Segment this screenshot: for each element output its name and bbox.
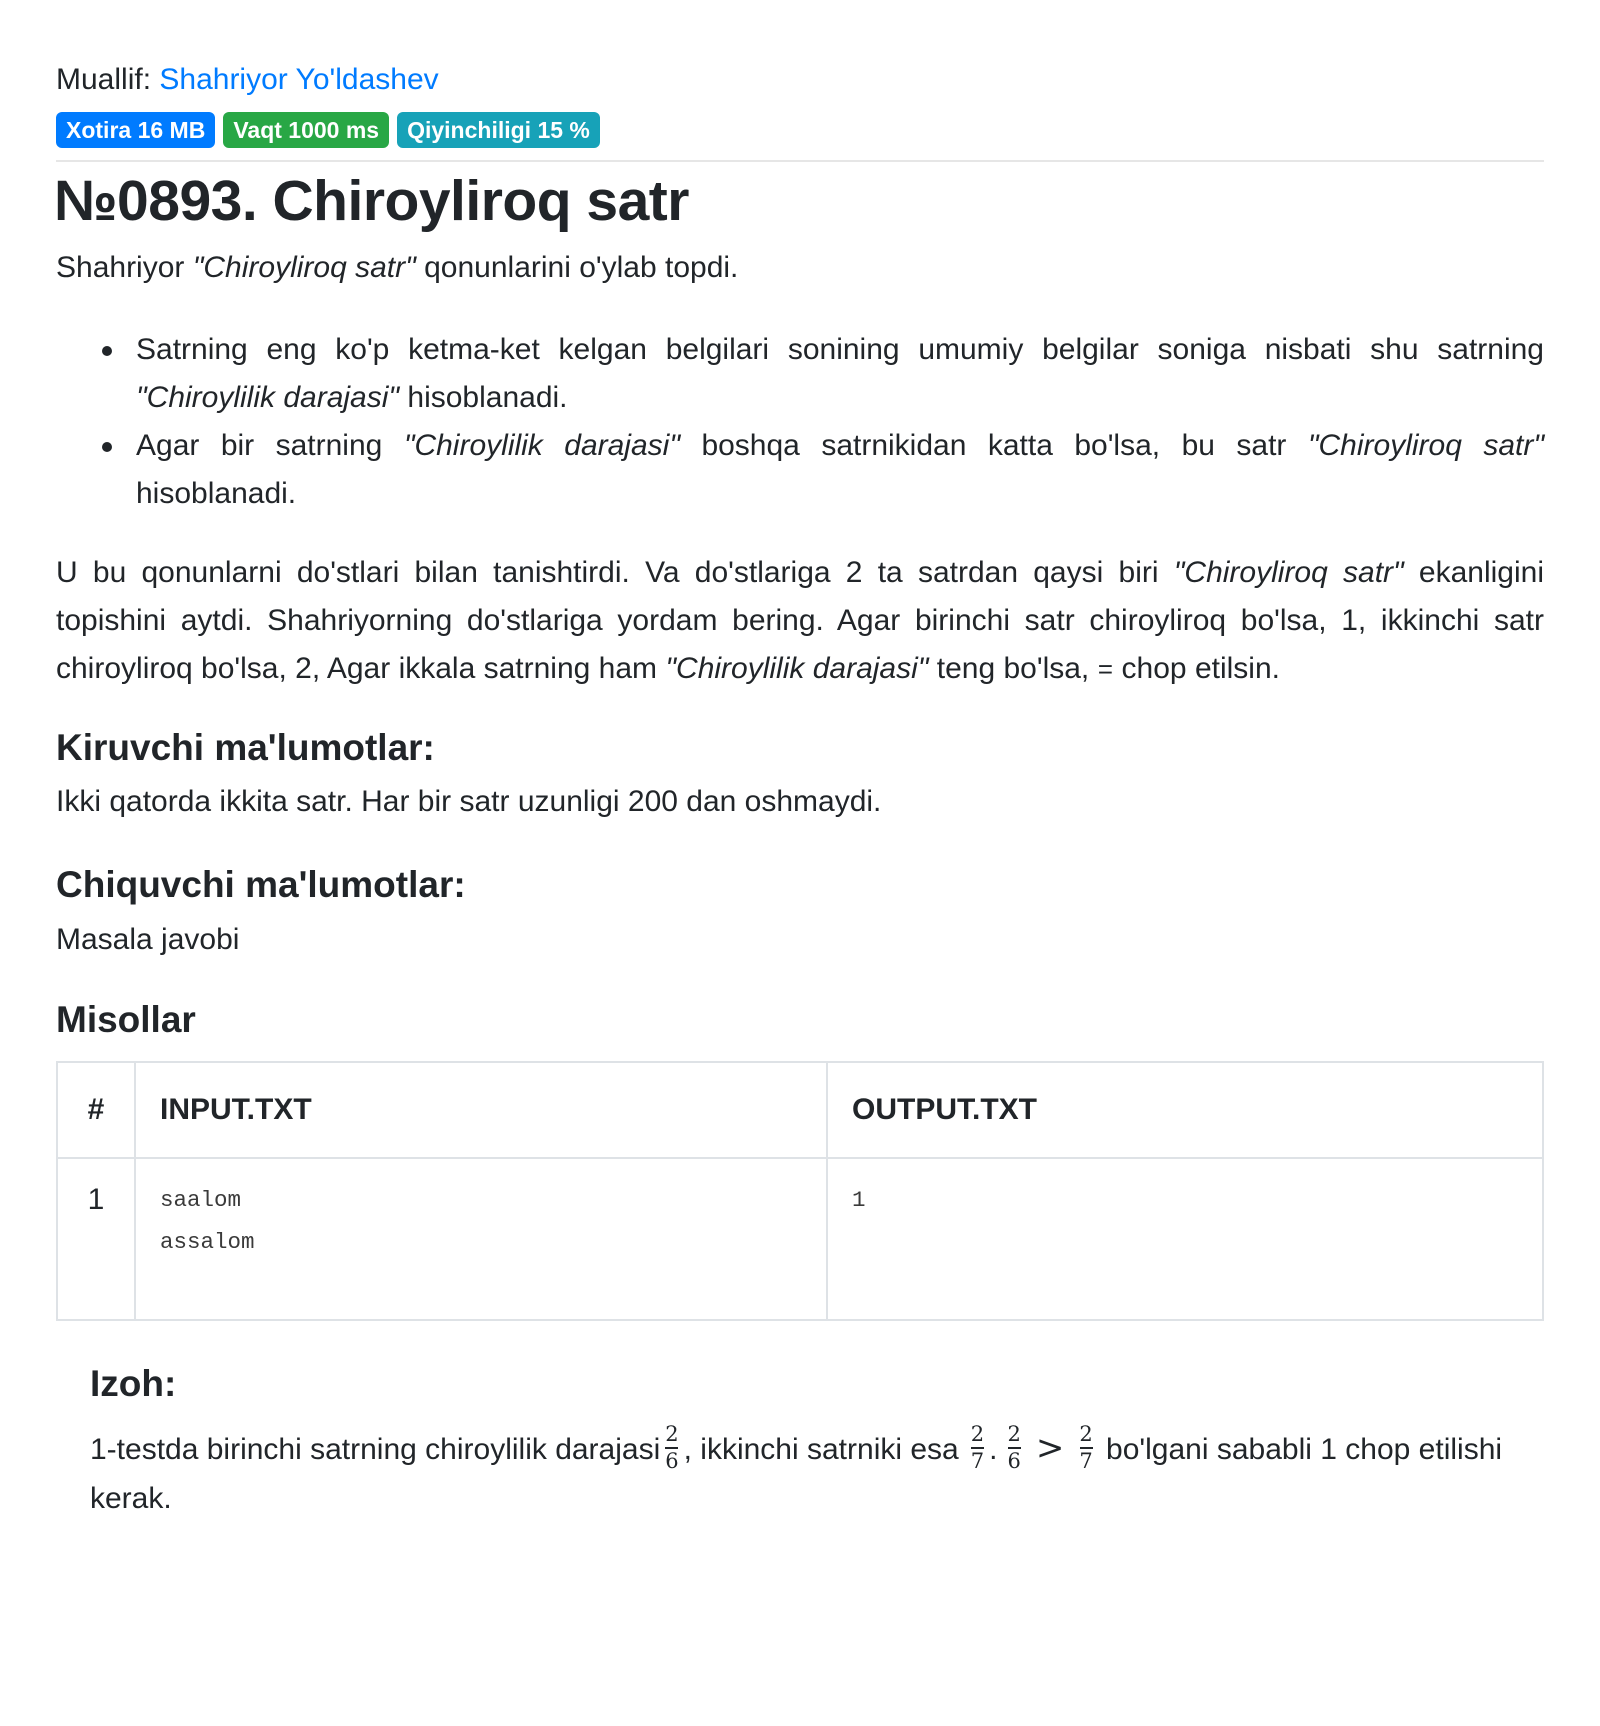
author-link[interactable]: Shahriyor Yo'ldashev [159,63,439,96]
statement-emphasis-2: "Chiroylilik darajasi" [665,652,929,685]
column-header-number: # [57,1062,135,1158]
note-section [90,1362,1530,1523]
output-heading: Chiquvchi ma'lumotlar: [56,864,466,905]
bullet-icon [102,346,112,356]
equals-code: = [1097,656,1114,686]
fraction-2-6 [665,1424,678,1472]
page-title: №0893. Chiroyliroq satr [54,169,689,233]
note-text-3: bo'lgani sababli 1 chop etilishi kerak. [90,1433,1503,1515]
rule-text-middle: boshqa satrnikidan katta bo'lsa, bu satr [679,429,1308,462]
statement-text-3: teng bo'lsa, [928,652,1098,685]
intro-emphasis: "Chiroyliroq satr" [192,251,416,284]
limits-badges [56,112,600,148]
bullet-icon [102,442,112,452]
statement-paragraph [56,549,1544,695]
statement-text-2: ekanligini topishini aytdi. Shahriyorning do'stlariga yordam bering. Agar birinchi satr chiroyliroq bo'lsa, 1, ikkinchi satr chiroyliroq bo'lsa, 2, Agar ikkala satrning ham [56,556,1544,685]
fraction-denominator: 7 [970,1448,985,1473]
note-text [90,1424,1530,1523]
statement-text-4: chop etilsin. [1113,652,1280,685]
rule-emphasis: "Chiroylilik darajasi" [403,429,680,462]
fraction-2-6-b [1007,1424,1020,1472]
fraction-numerator: 2 [665,1422,679,1447]
author-line [56,56,439,104]
fraction-denominator: 7 [1079,1448,1093,1473]
statement-text: U bu qonunlarni do'stlari bilan tanishtirdi. Va do'stlariga 2 ta satrdan qaysi biri [56,556,1174,589]
examples-table [56,1061,1544,1321]
example-input: saalom assalom [160,1187,255,1255]
rule-text: Satrning eng ko'p ketma-ket kelgan belgilari sonining umumiy belgilar soniga nisbati shu satrning [136,333,1544,366]
column-header-input: INPUT.TXT [135,1062,827,1158]
intro-text-end: qonunlarini o'ylab topdi. [415,251,739,284]
input-description: Ikki qatorda ikkita satr. Har bir satr uzunligi 200 dan oshmaydi. [56,785,882,818]
note-heading: Izoh: [90,1363,177,1404]
rule-text: Agar bir satrning [136,429,404,462]
fraction-denominator: 6 [665,1448,679,1473]
list-item [136,422,1544,518]
column-header-output: OUTPUT.TXT [827,1062,1543,1158]
memory-badge: Xotira 16 MB [56,112,215,148]
time-badge: Vaqt 1000 ms [223,112,389,148]
fraction-denominator: 6 [1007,1448,1021,1473]
fraction-numerator: 2 [1007,1422,1021,1447]
examples-heading: Misollar [56,999,196,1040]
fraction-2-7 [971,1424,984,1472]
note-dot: . [989,1433,998,1466]
greater-than-symbol: > [1035,1428,1065,1468]
input-heading: Kiruvchi ma'lumotlar: [56,727,435,768]
output-description: Masala javobi [56,923,240,956]
rule-emphasis: "Chiroylilik darajasi" [136,381,400,414]
intro-text: Shahriyor [56,251,193,284]
rule-emphasis-2: "Chiroyliroq satr" [1307,429,1545,462]
difficulty-badge: Qiyinchiligi 15 % [397,112,600,148]
statement-emphasis: "Chiroyliroq satr" [1173,556,1404,589]
divider [56,160,1544,162]
intro-paragraph [56,244,1544,292]
list-item [136,326,1544,422]
rule-text-end: hisoblanadi. [136,477,297,510]
note-text-2: , ikkinchi satrniki esa [683,1433,959,1466]
example-output-cell [827,1158,1543,1320]
fraction-numerator: 2 [1079,1422,1093,1447]
rule-text-end: hisoblanadi. [399,381,568,414]
example-input-cell [135,1158,827,1320]
rules-list [56,326,1544,518]
fraction-2-7-b [1079,1424,1092,1472]
note-text-1: 1-testda birinchi satrning chiroylilik darajasi [90,1433,661,1466]
author-label: Muallif: [56,63,152,96]
example-output: 1 [852,1187,866,1213]
example-number: 1 [57,1158,135,1320]
table-header-row [57,1062,1543,1158]
table-row [57,1158,1543,1320]
fraction-numerator: 2 [970,1422,985,1447]
